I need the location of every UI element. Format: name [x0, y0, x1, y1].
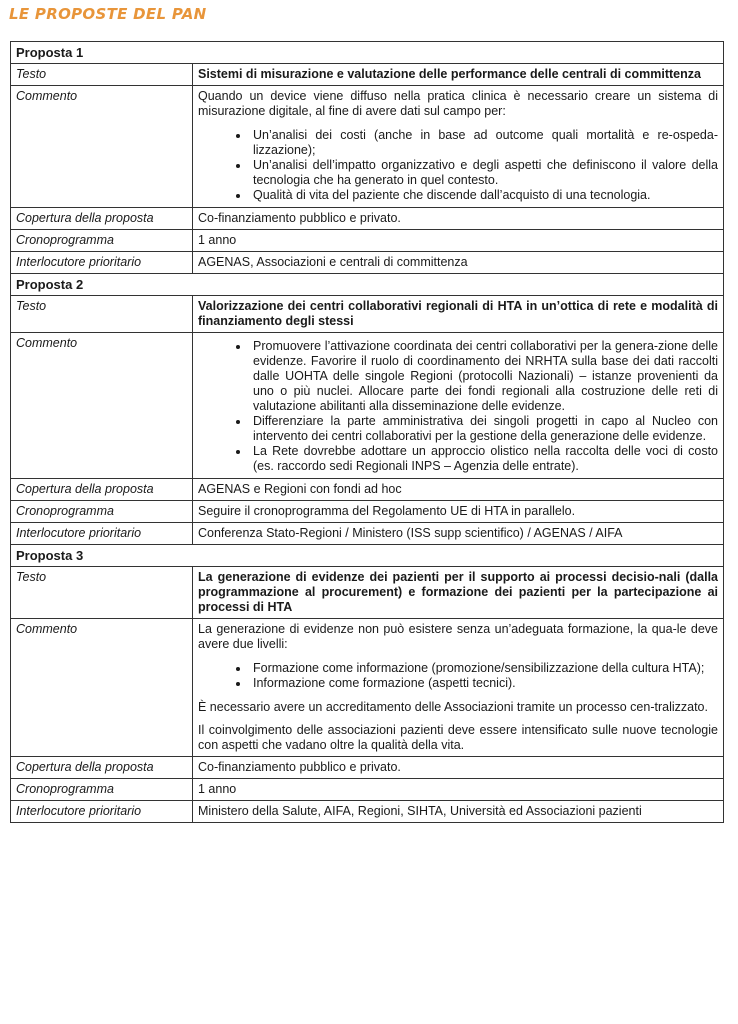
list-item: • Un’analisi dell’impatto organizzativo e degli aspetti che definiscono il valore della tecnologia che ha generato in quel contesto. [250, 158, 718, 188]
proposal-header-row [11, 42, 724, 64]
proposal-schedule: 1 anno [193, 779, 724, 801]
table-row [11, 252, 724, 274]
comment-bullet-list [198, 128, 718, 203]
list-item: • La Rete dovrebbe adottare un approccio olistico nella raccolta delle voci di costo (es. raccordo sedi Regionali INPS – Agenzia delle entrate). [250, 444, 718, 474]
row-label-commento: Commento [11, 86, 193, 208]
list-item: • Differenziare la parte amministrativa dei singoli progetti in capo al Nucleo con intervento dei centri collaborativi per la gestione della generazione delle evidenze. [250, 414, 718, 444]
row-label-testo: Testo [11, 296, 193, 333]
proposal-schedule: 1 anno [193, 230, 724, 252]
comment-intro: La generazione di evidenze non può esistere senza un’adeguata formazione, la qua-le deve avere due livelli: [198, 622, 718, 651]
proposal-title: Proposta 3 [11, 545, 724, 567]
proposal-comment [193, 333, 724, 479]
list-item: • Un’analisi dei costi (anche in base ad outcome quali mortalità e re-ospeda-lizzazione); [250, 128, 718, 158]
table-row [11, 801, 724, 823]
table-row [11, 479, 724, 501]
table-row [11, 501, 724, 523]
row-label-interlocutore: Interlocutore prioritario [11, 801, 193, 823]
proposal-header-row [11, 274, 724, 296]
comment-bullet-list [198, 339, 718, 474]
row-label-copertura: Copertura della proposta [11, 757, 193, 779]
row-label-commento: Commento [11, 333, 193, 479]
row-label-commento: Commento [11, 619, 193, 757]
row-label-cronoprogramma: Cronoprogramma [11, 779, 193, 801]
table-row [11, 64, 724, 86]
proposal-schedule: Seguire il cronoprogramma del Regolamento UE di HTA in parallelo. [193, 501, 724, 523]
table-row [11, 296, 724, 333]
table-row [11, 619, 724, 757]
row-label-testo: Testo [11, 567, 193, 619]
row-label-copertura: Copertura della proposta [11, 479, 193, 501]
comment-paragraph: È necessario avere un accreditamento delle Associazioni tramite un processo cen-tralizzato. [198, 700, 708, 714]
proposal-coverage: Co-finanziamento pubblico e privato. [193, 757, 724, 779]
proposal-text: Sistemi di misurazione e valutazione delle performance delle centrali di committenza [193, 64, 724, 86]
comment-paragraph: Il coinvolgimento delle associazioni pazienti deve essere intensificato sulle nuove tecnologie con aspetti che vadano oltre la qualità della vita. [198, 723, 718, 752]
comment-intro: Quando un device viene diffuso nella pratica clinica è necessario creare un sistema di misurazione digitale, al fine di avere dati sul campo per: [198, 89, 718, 118]
row-label-interlocutore: Interlocutore prioritario [11, 252, 193, 274]
proposal-text: Valorizzazione dei centri collaborativi regionali di HTA in un’ottica di rete e modalità di finanziamento degli stessi [193, 296, 724, 333]
proposal-comment [193, 86, 724, 208]
list-item: • Informazione come formazione (aspetti tecnici). [250, 676, 718, 691]
page-title: LE PROPOSTE DEL PAN [9, 5, 207, 23]
proposal-coverage: AGENAS e Regioni con fondi ad hoc [193, 479, 724, 501]
row-label-copertura: Copertura della proposta [11, 208, 193, 230]
proposals-table [10, 41, 724, 823]
table-row [11, 208, 724, 230]
proposal-header-row [11, 545, 724, 567]
row-label-cronoprogramma: Cronoprogramma [11, 230, 193, 252]
proposal-title: Proposta 2 [11, 274, 724, 296]
table-row [11, 567, 724, 619]
row-label-cronoprogramma: Cronoprogramma [11, 501, 193, 523]
proposal-text: La generazione di evidenze dei pazienti per il supporto ai processi decisio-nali (dalla programmazione al procurement) e formazione dei pazienti per la partecipazione ai processi di HTA [193, 567, 724, 619]
table-row [11, 757, 724, 779]
list-item: • Promuovere l’attivazione coordinata dei centri collaborativi per la genera-zione delle evidenze. Favorire il ruolo di coordinamento dei NRHTA sulla base dei dati raccolti dalle UOHTA delle singole Regioni (protocolli Nazionali) – istanze provenienti da uno o più nuclei. Allocare parte dei fondi regionali alla costruzione delle reti di valutazione abilitanti alla disseminazione delle evidenze. [250, 339, 718, 414]
proposal-stakeholder: Conferenza Stato-Regioni / Ministero (ISS supp scientifico) / AGENAS / AIFA [193, 523, 724, 545]
table-row [11, 230, 724, 252]
list-item: • Formazione come informazione (promozione/sensibilizzazione della cultura HTA); [250, 661, 718, 676]
table-row [11, 86, 724, 208]
proposal-coverage: Co-finanziamento pubblico e privato. [193, 208, 724, 230]
table-row [11, 333, 724, 479]
proposal-stakeholder: Ministero della Salute, AIFA, Regioni, SIHTA, Università ed Associazioni pazienti [193, 801, 724, 823]
proposal-comment [193, 619, 724, 757]
list-item: • Qualità di vita del paziente che discende dall’acquisto di una tecnologia. [250, 188, 718, 203]
row-label-testo: Testo [11, 64, 193, 86]
table-row [11, 523, 724, 545]
proposal-title: Proposta 1 [11, 42, 724, 64]
proposal-stakeholder: AGENAS, Associazioni e centrali di committenza [193, 252, 724, 274]
row-label-interlocutore: Interlocutore prioritario [11, 523, 193, 545]
comment-bullet-list [198, 661, 718, 691]
table-row [11, 779, 724, 801]
